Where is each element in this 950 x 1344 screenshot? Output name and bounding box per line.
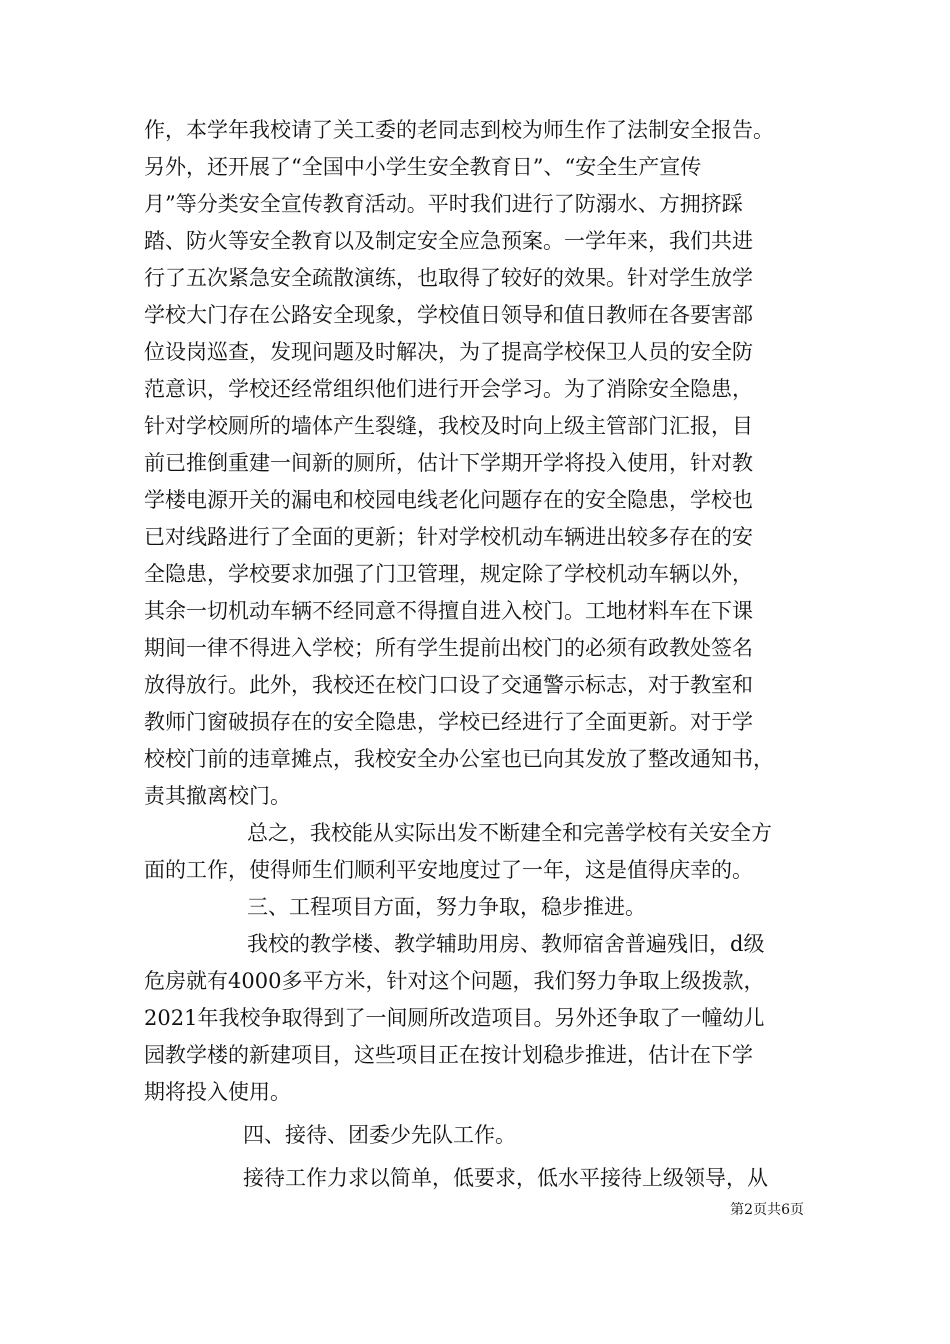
text-line: 放得放行。此外，我校还在校门口设了交通警示标志，对于教室和: [144, 673, 753, 697]
text-line: 面的工作，使得师生们顺利平安地度过了一年，这是值得庆幸的。: [144, 858, 753, 882]
body-text: [144, 112, 824, 1197]
paragraph-start-line: 我校的教学楼、教学辅助用房、教师宿舍普遍残旧，d级: [247, 932, 765, 956]
text-line: 踏、防火等安全教育以及制定安全应急预案。一学年来，我们共进: [144, 229, 753, 253]
text-line: 期将投入使用。: [144, 1080, 291, 1104]
text-line: 前已推倒重建一间新的厕所，估计下学期开学将投入使用，针对教: [144, 451, 753, 475]
text-line: 针对学校厕所的墙体产生裂缝，我校及时向上级主管部门汇报，目: [144, 414, 753, 438]
text-line: 已对线路进行了全面的更新；针对学校机动车辆进出较多存在的安: [144, 525, 753, 549]
text-line: 作，本学年我校请了关工委的老同志到校为师生作了法制安全报告。: [144, 118, 774, 142]
text-line: 月”等分类安全宣传教育活动。平时我们进行了防溺水、方拥挤踩: [144, 192, 743, 216]
section-heading: 三、工程项目方面，努力争取，稳步推进。: [247, 895, 646, 919]
text-line: 另外，还开展了“全国中小学生安全教育日”、“安全生产宣传: [144, 155, 702, 179]
page-number-footer: 第2页共6页: [730, 1202, 804, 1218]
text-line: 责其撤离校门。: [144, 784, 291, 808]
paragraph-start-line: 总之，我校能从实际出发不断建全和完善学校有关安全方: [247, 821, 772, 845]
text-line: 位设岗巡查，发现问题及时解决，为了提高学校保卫人员的安全防: [144, 340, 753, 364]
text-line: 范意识，学校还经常组织他们进行开会学习。为了消除安全隐患，: [144, 377, 753, 401]
text-line: 学校大门存在公路安全现象，学校值日领导和值日教师在各要害部: [144, 303, 753, 327]
text-line: 学楼电源开关的漏电和校园电线老化问题存在的安全隐患，学校也: [144, 488, 753, 512]
text-line: 教师门窗破损存在的安全隐患，学校已经进行了全面更新。对于学: [144, 710, 753, 734]
text-line: 危房就有4000多平方米，针对这个问题，我们努力争取上级拨款，: [144, 969, 765, 993]
paragraph-start-line: 接待工作力求以简单，低要求，低水平接待上级领导，从: [243, 1166, 768, 1190]
text-line: 全隐患，学校要求加强了门卫管理，规定除了学校机动车辆以外，: [144, 562, 753, 586]
text-line: 2021年我校争取得到了一间厕所改造项目。另外还争取了一幢幼儿: [144, 1006, 765, 1030]
text-line: 其余一切机动车辆不经同意不得擅自进入校门。工地材料车在下课: [144, 599, 753, 623]
text-line: 期间一律不得进入学校；所有学生提前出校门的必须有政教处签名: [144, 636, 753, 660]
section-heading: 四、接待、团委少先队工作。: [243, 1123, 516, 1147]
text-line: 校校门前的违章摊点，我校安全办公室也已向其发放了整改通知书，: [144, 747, 774, 771]
text-line: 行了五次紧急安全疏散演练，也取得了较好的效果。针对学生放学: [144, 266, 753, 290]
text-line: 园教学楼的新建项目，这些项目正在按计划稳步推进，估计在下学: [144, 1043, 753, 1067]
